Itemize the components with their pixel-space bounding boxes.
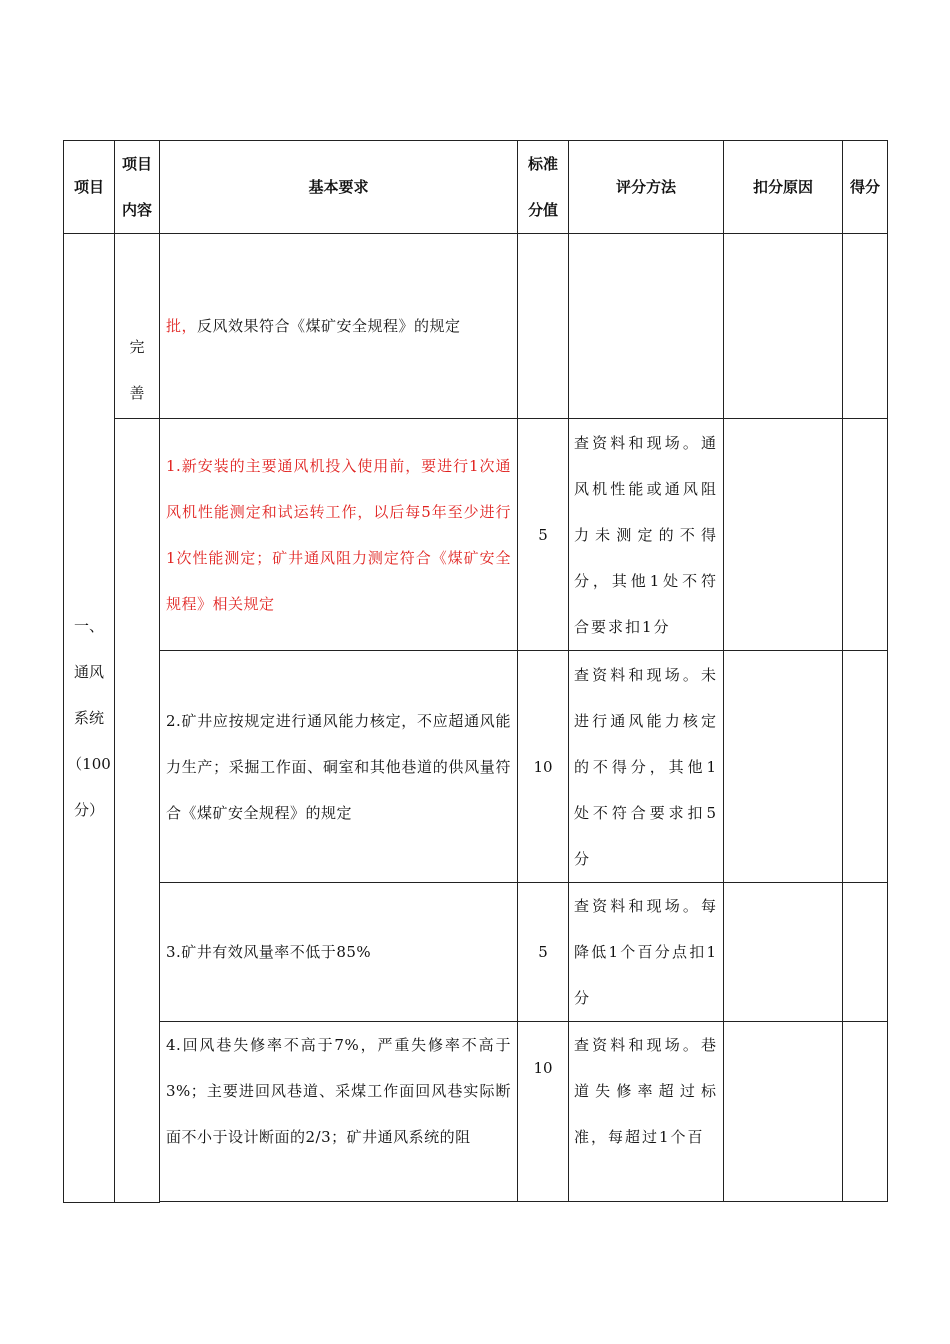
deduct-reason-cell[interactable] [724,651,843,883]
method-cell: 查资料和现场。每降低1个百分点扣1分 [569,883,724,1022]
score-cell[interactable] [843,1022,888,1202]
scoring-table [63,140,888,1203]
header-standard-line1: 标准 [527,155,558,173]
category-cell [64,234,115,1203]
score-cell[interactable] [843,883,888,1022]
section-label-line: 完 [129,338,145,356]
requirement-red-text: 批， [166,317,198,335]
deduct-reason-cell[interactable] [724,234,843,419]
header-content [115,141,160,234]
deduct-reason-cell[interactable] [724,419,843,651]
requirement-cell: 3.矿井有效风量率不低于85% [160,883,518,1022]
header-item: 项目 [64,141,115,234]
method-cell [569,234,724,419]
header-standard [518,141,569,234]
header-deduct-reason: 扣分原因 [724,141,843,234]
requirement-cell: 2.矿井应按规定进行通风能力核定，不应超通风能力生产；采掘工作面、硐室和其他巷道的供风量符合《煤矿安全规程》的规定 [160,651,518,883]
score-cell[interactable] [843,651,888,883]
method-cell: 查资料和现场。巷道失修率超过标准，每超过1个百 [569,1022,724,1202]
requirement-cell [160,234,518,419]
value-cell: 10 [518,1022,569,1202]
section-label-cell [115,419,160,1203]
score-cell[interactable] [843,419,888,651]
header-score: 得分 [843,141,888,234]
category-line: 一、 [73,616,104,635]
value-cell: 10 [518,651,569,883]
method-cell: 查资料和现场。通风机性能或通风阻力未测定的不得分，其他1处不符合要求扣1分 [569,419,724,651]
header-requirement: 基本要求 [160,141,518,234]
method-cell: 查资料和现场。未进行通风能力核定的不得分，其他1处不符合要求扣5分 [569,651,724,883]
deduct-reason-cell[interactable] [724,883,843,1022]
requirement-cell: 4.回风巷失修率不高于7%，严重失修率不高于3%；主要进回风巷道、采煤工作面回风巷实际断面不小于设计断面的2/3；矿井通风系统的阻 [160,1022,518,1202]
category-line: （100 [67,754,111,773]
category-line: 通风 [73,662,104,681]
table-header-row [64,141,888,234]
value-cell [518,234,569,419]
header-standard-line2: 分值 [527,201,558,219]
requirement-cell: 1.新安装的主要通风机投入使用前，要进行1次通风机性能测定和试运转工作，以后每5年至少进行1次性能测定；矿井通风阻力测定符合《煤矿安全规程》相关规定 [160,419,518,651]
category-line: 系统 [73,708,104,727]
header-method: 评分方法 [569,141,724,234]
table-row [64,419,888,651]
section-label-line: 善 [129,384,145,402]
table-row [64,651,888,883]
header-content-line1: 项目 [121,155,152,173]
table-row [64,883,888,1022]
score-cell[interactable] [843,234,888,419]
category-line: 分） [73,800,104,819]
requirement-text: 反风效果符合《煤矿安全规程》的规定 [197,317,461,335]
table-row [64,1022,888,1202]
deduct-reason-cell[interactable] [724,1022,843,1202]
section-label-cell [115,234,160,419]
header-content-line2: 内容 [121,201,152,219]
value-cell: 5 [518,883,569,1022]
value-cell: 5 [518,419,569,651]
table-row [64,234,888,419]
